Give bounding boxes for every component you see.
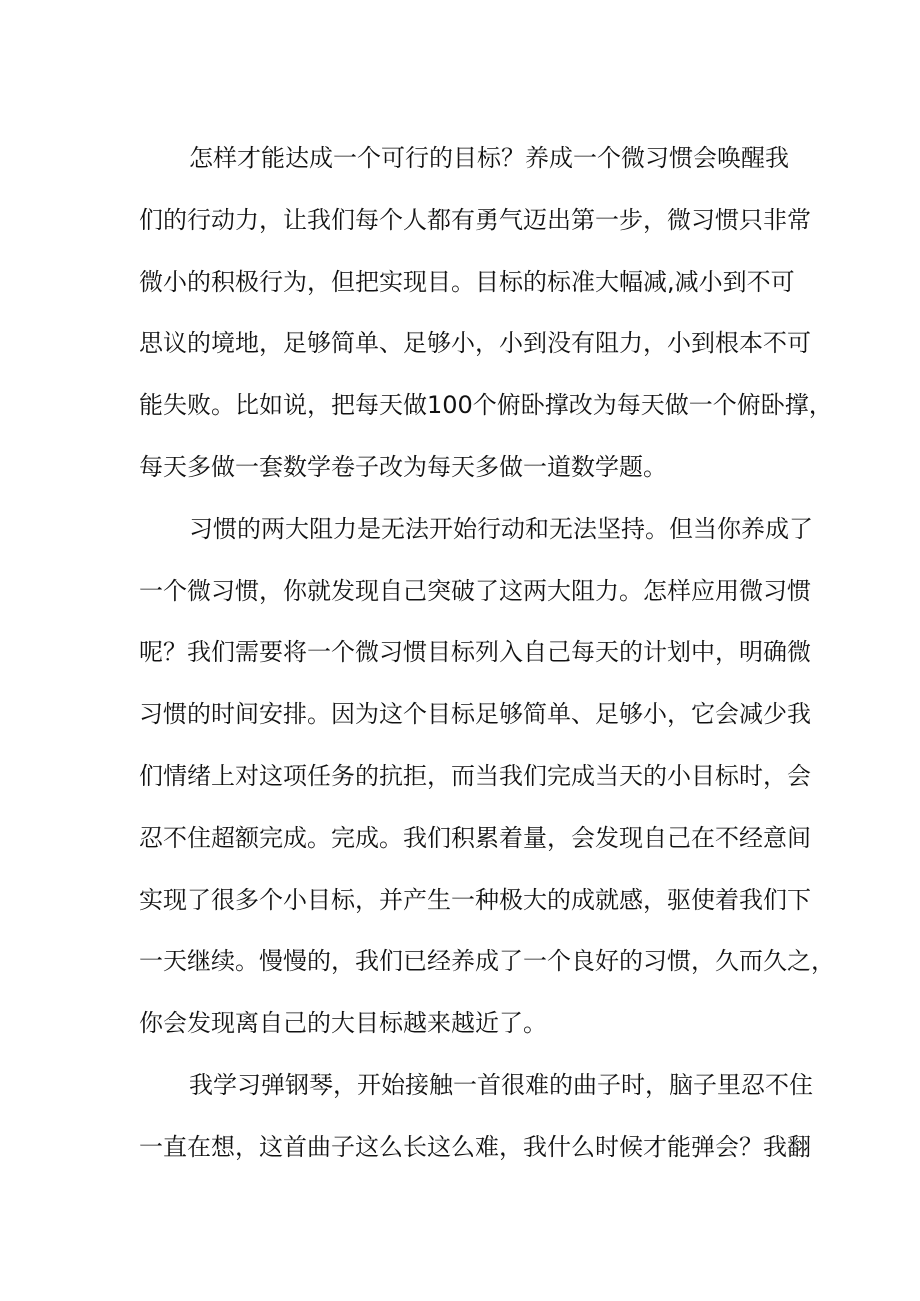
paragraph-3-line-1: 我学习弹钢琴，开始接触一首很难的曲子时，脑子里忍不住 <box>189 1070 813 1099</box>
paragraph-2-line-4: 习惯的时间安排。因为这个目标足够简单、足够小，它会减少我 <box>139 700 811 729</box>
paragraph-3-line-2: 一直在想，这首曲子这么长这么难，我什么时候才能弹会？我翻 <box>139 1132 811 1161</box>
paragraph-2-line-7: 实现了很多个小目标，并产生一种极大的成就感，驱使着我们下 <box>139 885 811 914</box>
paragraph-2-line-2: 一个微习惯，你就发现自己突破了这两大阻力。怎样应用微习惯 <box>139 576 811 605</box>
paragraph-2-line-1: 习惯的两大阻力是无法开始行动和无法坚持。但当你养成了 <box>189 514 813 543</box>
paragraph-1-line-3: 微小的积极行为，但把实现目。目标的标准大幅减,减小到不可 <box>139 267 795 296</box>
paragraph-1-line-6: 每天多做一套数学卷子改为每天多做一道数学题。 <box>139 452 667 481</box>
paragraph-2-line-6: 忍不住超额完成。完成。我们积累着量，会发现自己在不经意间 <box>139 823 811 852</box>
paragraph-2-line-3: 呢？我们需要将一个微习惯目标列入自己每天的计划中，明确微 <box>139 638 811 667</box>
document-body <box>139 128 835 1179</box>
paragraph-1-line-5: 能失败。比如说，把每天做100个俯卧撑改为每天做一个俯卧撑， <box>139 391 833 420</box>
paragraph-1-line-1: 怎样才能达成一个可行的目标？养成一个微习惯会唤醒我 <box>189 144 789 172</box>
paragraph-1-line-4: 思议的境地，足够简单、足够小，小到没有阻力，小到根本不可 <box>139 329 811 358</box>
paragraph-2-line-8: 一天继续。慢慢的，我们已经养成了一个良好的习惯，久而久之， <box>139 947 835 976</box>
paragraph-1-line-2: 们的行动力，让我们每个人都有勇气迈出第一步，微习惯只非常 <box>139 205 811 234</box>
paragraph-2-line-5: 们情绪上对这项任务的抗拒，而当我们完成当天的小目标时，会 <box>139 761 811 790</box>
paragraph-2-line-9: 你会发现离自己的大目标越来越近了。 <box>139 1009 547 1038</box>
